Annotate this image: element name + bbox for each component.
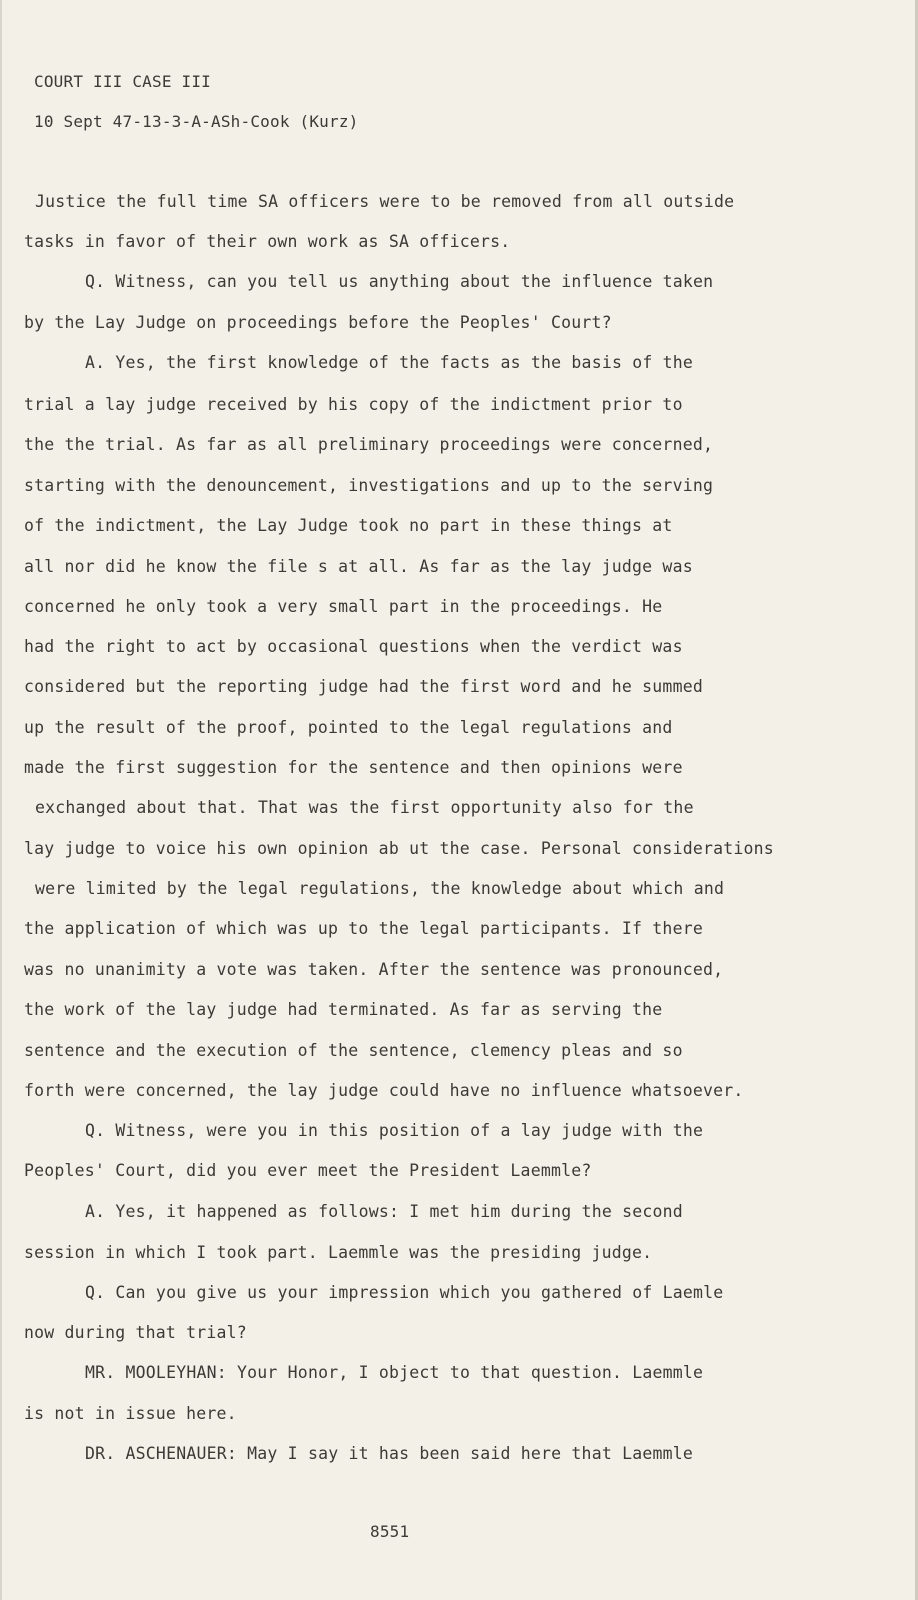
text-line-8: starting with the denouncement, investigations and up to the serving — [24, 476, 714, 495]
text-line-3: Q. Witness, can you tell us anything about the influence taken — [85, 272, 714, 291]
text-line-12: had the right to act by occasional questions when the verdict was — [24, 637, 683, 656]
text-line-20: was no unanimity a vote was taken. After the sentence was pronounced, — [24, 960, 724, 979]
text-line-28: Q. Can you give us your impression which you gathered of Laemle — [85, 1283, 724, 1302]
text-line-7: the the trial. As far as all preliminary proceedings were concerned, — [24, 435, 714, 454]
text-line-25: Peoples' Court, did you ever meet the President Laemmle? — [24, 1161, 592, 1180]
page-number: 8551 — [370, 1522, 410, 1541]
text-line-24: Q. Witness, were you in this position of a lay judge with the — [85, 1121, 704, 1140]
text-line-26: A. Yes, it happened as follows: I met him during the second — [85, 1202, 683, 1221]
text-line-10: all nor did he know the file s at all. As far as the lay judge was — [24, 557, 693, 576]
text-line-22: sentence and the execution of the sentence, clemency pleas and so — [24, 1041, 683, 1060]
text-line-30: MR. MOOLEYHAN: Your Honor, I object to that question. Laemmle — [85, 1363, 704, 1382]
text-line-15: made the first suggestion for the sentence and then opinions were — [24, 758, 683, 777]
text-line-27: session in which I took part. Laemmle was the presiding judge. — [24, 1243, 653, 1262]
text-line-13: considered but the reporting judge had the first word and he summed — [24, 677, 703, 696]
text-line-32: DR. ASCHENAUER: May I say it has been said here that Laemmle — [85, 1444, 694, 1463]
text-line-17: lay judge to voice his own opinion ab ut the case. Personal considerations — [24, 839, 774, 858]
text-line-21: the work of the lay judge had terminated. As far as serving the — [24, 1000, 663, 1019]
text-line-18: were limited by the legal regulations, the knowledge about which and — [35, 879, 725, 898]
text-line-29: now during that trial? — [24, 1323, 247, 1342]
text-line-5: A. Yes, the first knowledge of the facts as the basis of the — [85, 353, 694, 372]
text-line-19: the application of which was up to the legal participants. If there — [24, 919, 703, 938]
text-line-31: is not in issue here. — [24, 1404, 237, 1423]
text-line-6: trial a lay judge received by his copy of the indictment prior to — [24, 395, 683, 414]
text-line-2: tasks in favor of their own work as SA officers. — [24, 232, 511, 251]
text-line-4: by the Lay Judge on proceedings before the Peoples' Court? — [24, 313, 612, 332]
court-case-header: COURT III CASE III — [34, 72, 211, 91]
text-line-1: Justice the full time SA officers were to be removed from all outside — [35, 192, 735, 211]
session-header: 10 Sept 47-13-3-A-ASh-Cook (Kurz) — [34, 112, 359, 131]
text-line-16: exchanged about that. That was the first opportunity also for the — [35, 798, 694, 817]
text-line-11: concerned he only took a very small part in the proceedings. He — [24, 597, 663, 616]
text-line-9: of the indictment, the Lay Judge took no part in these things at — [24, 516, 673, 535]
text-line-23: forth were concerned, the lay judge could have no influence whatsoever. — [24, 1081, 744, 1100]
text-line-14: up the result of the proof, pointed to the legal regulations and — [24, 718, 673, 737]
